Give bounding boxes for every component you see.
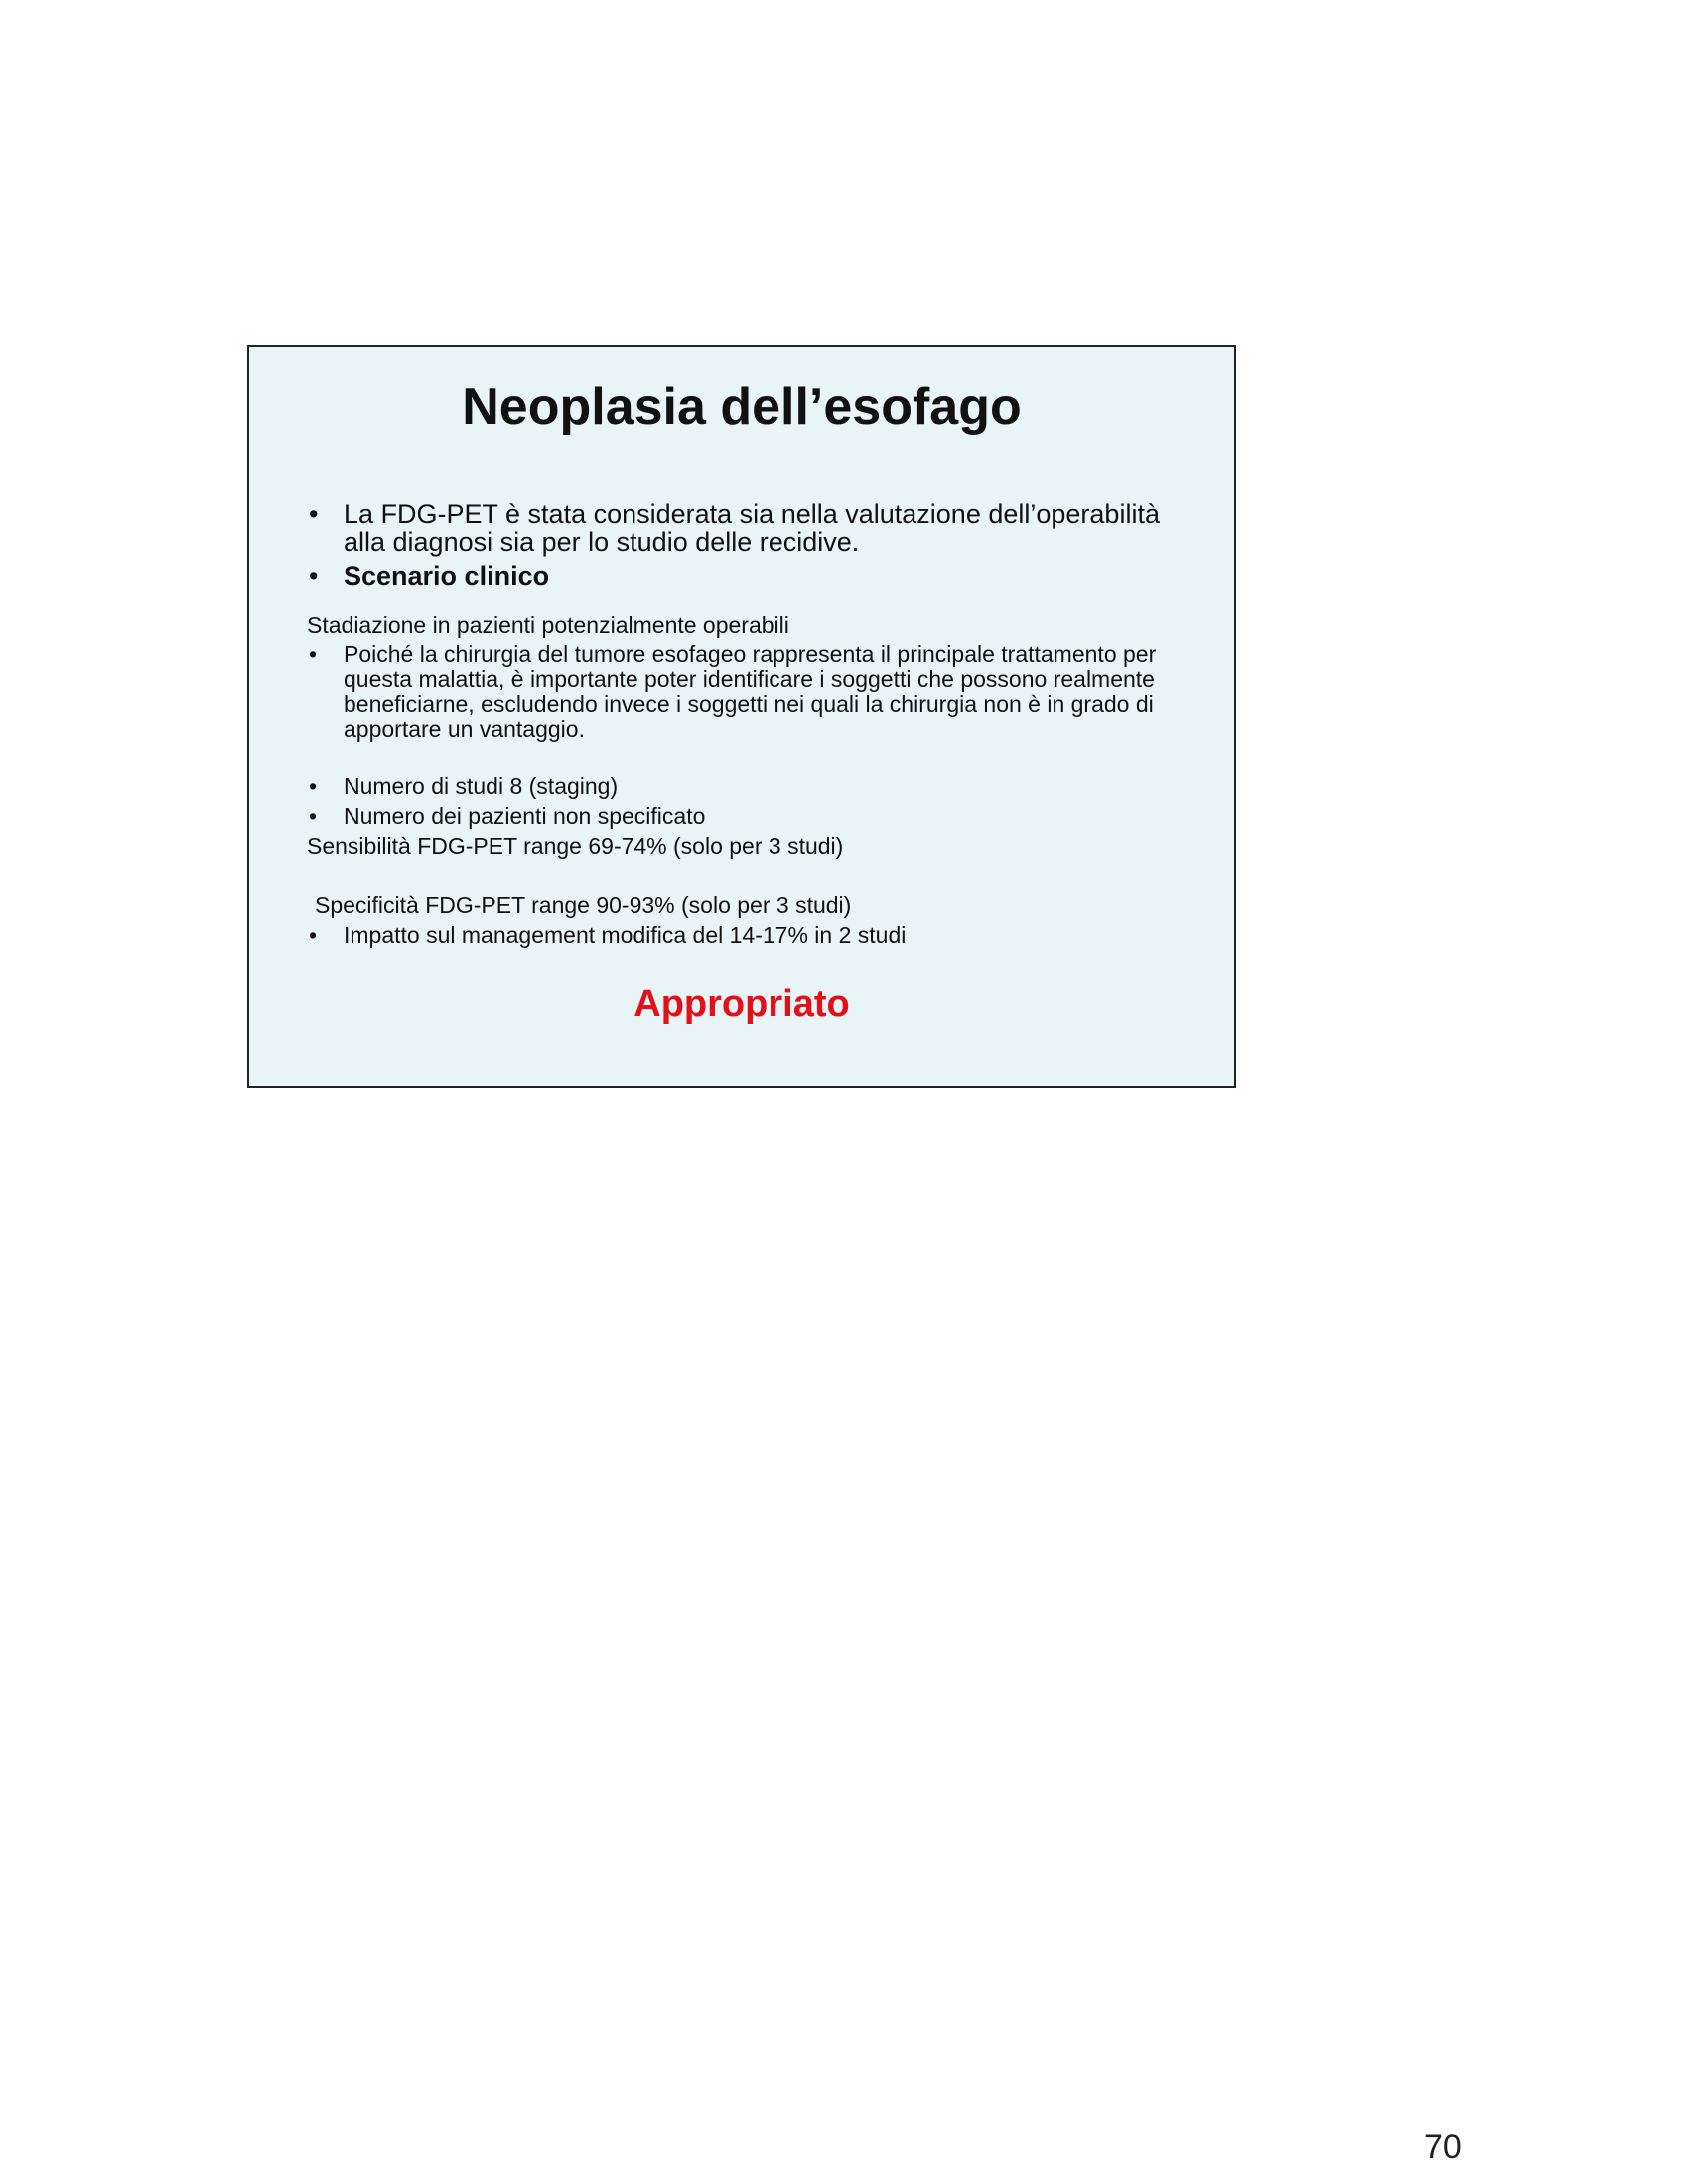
bullet-icon: • — [309, 773, 318, 799]
bullet-icon: • — [309, 803, 318, 829]
section-heading: Stadiazione in pazienti potenzialmente operabili — [307, 613, 789, 638]
stats-bullet-list — [307, 774, 1195, 829]
bullet-icon: • — [309, 499, 319, 529]
bullet-text: Numero dei pazienti non specificato — [344, 803, 706, 829]
list-item — [307, 562, 1195, 590]
bullet-icon: • — [309, 561, 319, 591]
specificity-text: Specificità FDG-PET range 90-93% (solo per 3 studi) — [315, 892, 852, 918]
section-bullet-list — [307, 642, 1195, 742]
sensitivity-text: Sensibilità FDG-PET range 69-74% (solo per 3 studi) — [307, 833, 844, 859]
bullet-text: Impatto sul management modifica del 14-17% in 2 studi — [344, 922, 907, 948]
bullet-text: La FDG-PET è stata considerata sia nella valutazione dell’operabilità alla diagnosi sia per lo studio delle recidive. — [344, 499, 1160, 557]
bullet-text: Poiché la chirurgia del tumore esofageo rappresenta il principale trattamento per questa malattia, è importante poter identificare i soggetti che possono realmente beneficiarne, escludendo invece i soggetti nei quali la chirurgia non è in grado di apportare un vantaggio. — [344, 641, 1157, 742]
bullet-icon: • — [309, 922, 318, 948]
list-item — [307, 500, 1195, 556]
impact-bullet-list — [307, 923, 1195, 948]
list-item — [307, 642, 1195, 742]
bullet-icon: • — [309, 641, 318, 667]
slide-frame — [247, 345, 1236, 1088]
page-number: 70 — [1424, 2128, 1462, 2166]
bullet-text: Scenario clinico — [344, 561, 550, 591]
bullet-text: Numero di studi 8 (staging) — [344, 773, 619, 799]
list-item — [307, 774, 1195, 799]
list-item — [307, 923, 1195, 948]
verdict-label: Appropriato — [633, 983, 850, 1024]
intro-bullet-list — [307, 500, 1195, 590]
list-item — [307, 804, 1195, 829]
slide-title: Neoplasia dell’esofago — [462, 378, 1022, 436]
